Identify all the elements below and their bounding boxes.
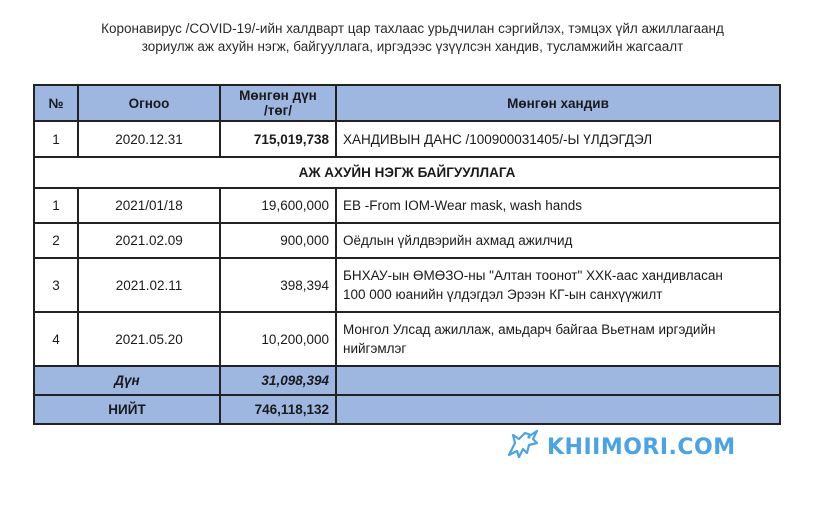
row-description [336, 258, 780, 312]
title-line-2: зориулж аж ахуйн нэгж, байгууллага, иргэдээс үзүүлсэн хандив, тусламжийн жагсаалт [141, 39, 684, 54]
row-description [336, 188, 780, 223]
row-no: 3 [34, 258, 78, 312]
site-watermark [503, 425, 736, 469]
table-row [34, 312, 780, 366]
section-row [34, 157, 780, 188]
header-amount-line1: Мөнгөн дүн [239, 88, 317, 103]
header-description: Мөнгөн хандив [336, 85, 780, 121]
row-description-line1: БНХАУ-ын ӨМӨЗО-ны "Алтан тоонот" ХХК-аас хандивласан [343, 268, 723, 283]
row-no: 2 [34, 223, 78, 258]
row-no: 1 [34, 188, 78, 223]
subtotal-row [34, 366, 780, 395]
grand-total-row [34, 395, 780, 424]
header-amount-line2: /төг/ [264, 103, 292, 118]
row-description-line1: Монгол Улсад ажиллаж, амьдарч байгаа Вьетнам иргэдийн [343, 322, 716, 337]
horse-logo-icon [503, 425, 543, 470]
row-date: 2021/01/18 [78, 188, 220, 223]
table-row [34, 188, 780, 223]
row-date: 2020.12.31 [78, 121, 220, 157]
total-blank [336, 395, 780, 424]
subtotal-amount: 31,098,394 [220, 366, 336, 395]
subtotal-label: Дүн [34, 366, 220, 395]
row-description [336, 312, 780, 366]
row-amount: 715,019,738 [220, 121, 336, 157]
total-label: НИЙТ [34, 395, 220, 424]
row-date: 2021.05.20 [78, 312, 220, 366]
header-amount [220, 85, 336, 121]
row-amount: 19,600,000 [220, 188, 336, 223]
row-description [336, 223, 780, 258]
header-no: № [34, 85, 78, 121]
section-title: АЖ АХУЙН НЭГЖ БАЙГУУЛЛАГА [34, 157, 780, 188]
row-description-line1: Оёдлын үйлдвэрийн ахмад ажилчид [343, 233, 573, 248]
row-no: 4 [34, 312, 78, 366]
row-date: 2021.02.11 [78, 258, 220, 312]
donation-table [33, 84, 781, 425]
total-amount: 746,118,132 [220, 395, 336, 424]
document-title [0, 20, 825, 56]
row-amount: 900,000 [220, 223, 336, 258]
watermark-text: KHIIMORI.COM [547, 434, 736, 460]
title-line-1: Коронавирус /COVID-19/-ийн халдварт цар тахлаас урьдчилан сэргийлэх, тэмцэх үйл ажиллагаанд [101, 21, 724, 36]
row-amount: 398,394 [220, 258, 336, 312]
table-row [34, 223, 780, 258]
table-header-row [34, 85, 780, 121]
row-description-line1: EB -From IOM-Wear mask, wash hands [343, 198, 583, 213]
header-date: Огноо [78, 85, 220, 121]
row-description-line2: 100 000 юанийн үлдэгдэл Эрээн КГ-ын санхүүжилт [343, 287, 663, 302]
row-amount: 10,200,000 [220, 312, 336, 366]
row-no: 1 [34, 121, 78, 157]
row-description-line2: нийгэмлэг [343, 341, 407, 356]
row-date: 2021.02.09 [78, 223, 220, 258]
table-row [34, 121, 780, 157]
table-row [34, 258, 780, 312]
row-description: ХАНДИВЫН ДАНС /100900031405/-Ы ҮЛДЭГДЭЛ [336, 121, 780, 157]
subtotal-blank [336, 366, 780, 395]
